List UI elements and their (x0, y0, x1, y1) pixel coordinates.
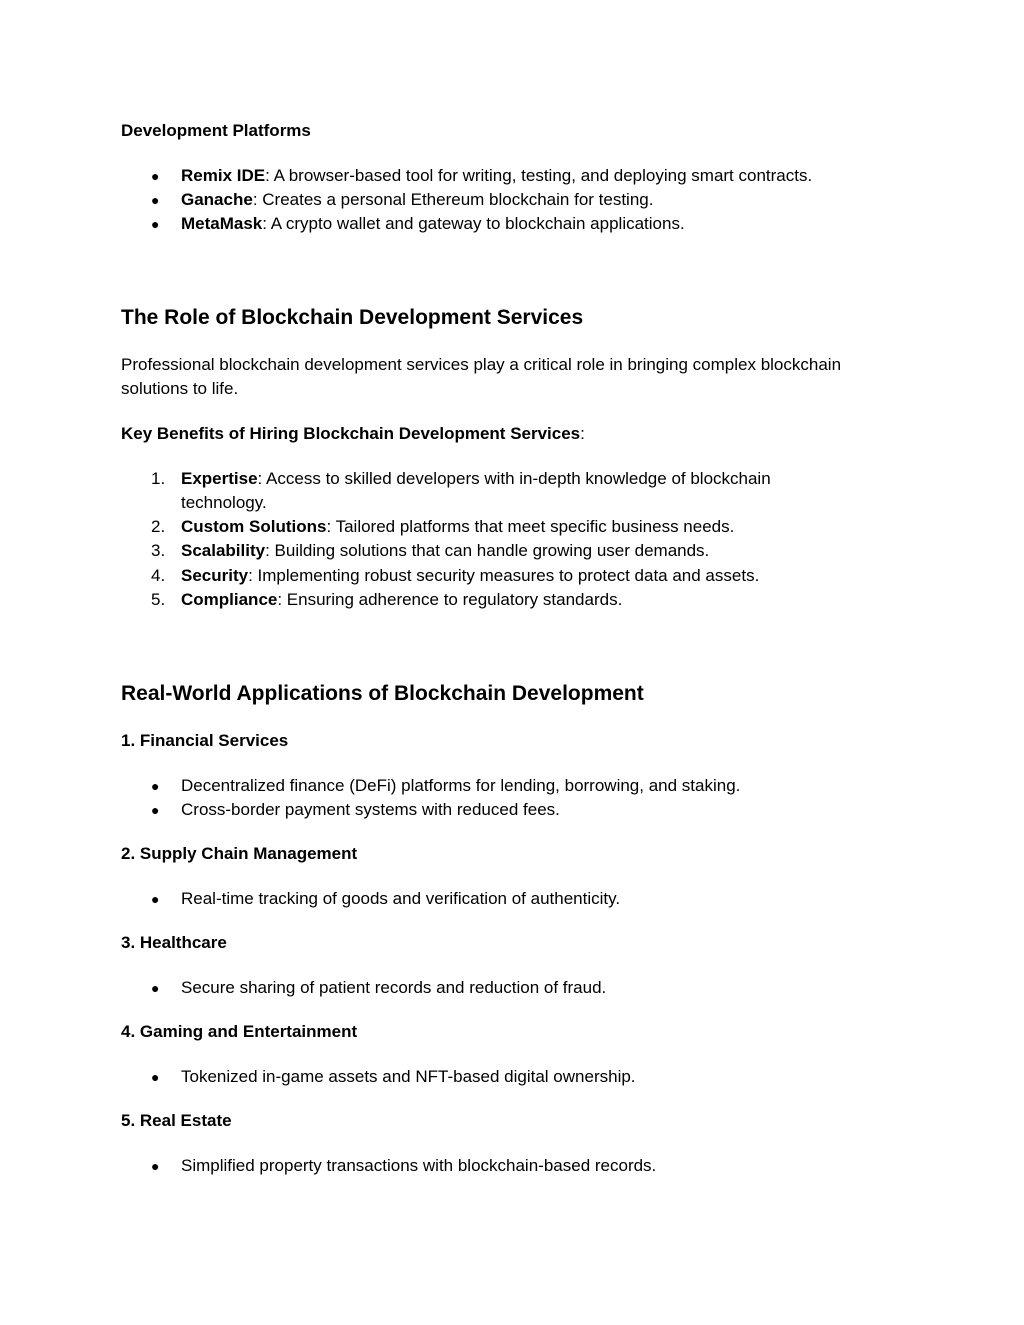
applications-heading: Real-World Applications of Blockchain Development (121, 682, 644, 705)
list-number: 2. (151, 517, 166, 536)
list-item-term: MetaMask (181, 214, 263, 233)
section-title: 5. Real Estate (121, 1111, 232, 1130)
section-title: 4. Gaming and Entertainment (121, 1022, 358, 1041)
list-item-term: Expertise (181, 469, 258, 488)
bullet-icon: ● (151, 891, 160, 907)
list-item (121, 467, 911, 515)
list-item (121, 774, 911, 798)
list-item-text: Decentralized finance (DeFi) platforms for lending, borrowing, and staking. (181, 776, 741, 795)
role-intro: Professional blockchain development services play a critical role in bringing complex blockchain solutions to life. (121, 355, 842, 398)
bullet-icon: ● (151, 1158, 160, 1174)
list-item-text: Simplified property transactions with blockchain-based records. (181, 1156, 657, 1175)
list-item-term: Custom Solutions (181, 517, 327, 536)
list-number: 3. (151, 541, 166, 560)
list-item-desc: : Building solutions that can handle growing user demands. (265, 541, 710, 560)
list-item-desc: : A crypto wallet and gateway to blockchain applications. (262, 214, 685, 233)
list-item-desc: : Access to skilled developers with in-depth knowledge of blockchain technology. (181, 469, 771, 512)
section-title: 3. Healthcare (121, 933, 227, 952)
list-item (121, 976, 911, 1000)
benefits-heading-text: Key Benefits of Hiring Blockchain Development Services (121, 424, 581, 443)
list-item (121, 1154, 911, 1178)
list-number: 1. (151, 469, 166, 488)
list-item (121, 515, 911, 539)
bullet-icon: ● (151, 216, 160, 232)
list-item (121, 212, 911, 236)
list-item-desc: : Implementing robust security measures to protect data and assets. (248, 566, 760, 585)
list-item (121, 1065, 911, 1089)
section-title: 2. Supply Chain Management (121, 844, 358, 863)
list-item-text: Secure sharing of patient records and reduction of fraud. (181, 978, 607, 997)
bullet-icon: ● (151, 1069, 160, 1085)
list-item-desc: : Ensuring adherence to regulatory standards. (277, 590, 623, 609)
dev-platforms-heading: Development Platforms (121, 121, 311, 140)
list-item-text: Real-time tracking of goods and verification of authenticity. (181, 889, 621, 908)
list-number: 5. (151, 590, 166, 609)
bullet-icon: ● (151, 802, 160, 818)
bullet-icon: ● (151, 168, 160, 184)
list-item (121, 887, 911, 911)
list-item-term: Ganache (181, 190, 253, 209)
list-item-desc: : Creates a personal Ethereum blockchain for testing. (252, 190, 654, 209)
list-item (121, 564, 911, 588)
list-item-desc: : A browser-based tool for writing, testing, and deploying smart contracts. (265, 166, 813, 185)
list-item-text: Tokenized in-game assets and NFT-based digital ownership. (181, 1067, 636, 1086)
list-item-text: Cross-border payment systems with reduced fees. (181, 800, 560, 819)
list-item (121, 588, 911, 612)
bullet-icon: ● (151, 980, 160, 996)
benefits-heading (121, 424, 585, 444)
list-item-term: Security (181, 566, 249, 585)
bullet-icon: ● (151, 192, 160, 208)
list-item (121, 164, 911, 188)
bullet-icon: ● (151, 778, 160, 794)
role-heading: The Role of Blockchain Development Services (121, 306, 584, 329)
list-item-term: Remix IDE (181, 166, 266, 185)
list-item (121, 539, 911, 563)
list-item (121, 798, 911, 822)
benefits-heading-colon: : (580, 424, 585, 443)
list-item-desc: : Tailored platforms that meet specific business needs. (326, 517, 735, 536)
list-item-term: Compliance (181, 590, 278, 609)
list-number: 4. (151, 566, 166, 585)
list-item-term: Scalability (181, 541, 266, 560)
section-title: 1. Financial Services (121, 731, 289, 750)
list-item (121, 188, 911, 212)
